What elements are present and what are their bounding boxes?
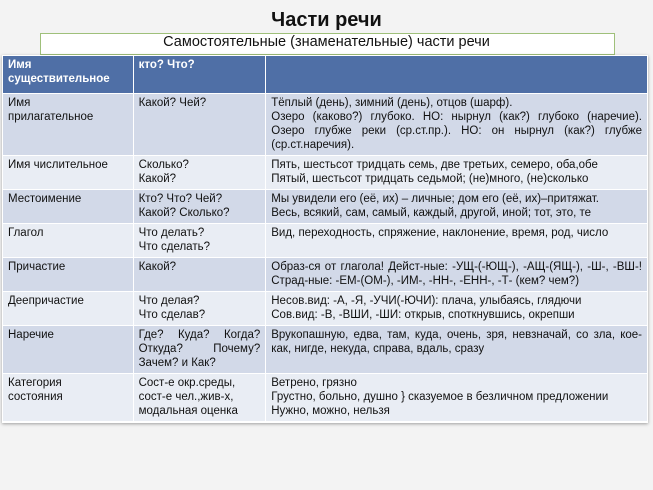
slide-title: Части речи xyxy=(271,9,382,31)
header-name-line: существительное xyxy=(8,73,110,85)
row-question-line: Что делать? xyxy=(138,227,205,239)
row-questions-cell xyxy=(133,190,266,224)
row-question-line: Кто? Что? Чей? xyxy=(138,193,223,205)
parts-of-speech-table xyxy=(2,55,648,423)
row-name-line: прилагательное xyxy=(8,111,94,123)
row-question-line: Сколько? xyxy=(138,159,189,171)
row-example-line: Вид, переходность, спряжение, наклонение, время, род, число xyxy=(271,227,609,239)
row-example-line: Врукопашную, едва, там, куда, очень, зря, невзначай, со зла, кое-как, нигде, некуда, справа, вдаль, сразу xyxy=(271,329,642,355)
row-example-line: Озеро (каково?) глубоко. НО: нырнул (как?) глубоко (наречие). Озеро глубже реки (ср.ст.пр.). НО: он нырнул (как?) глубже (ср.ст.наречия). xyxy=(271,111,642,151)
row-questions-cell xyxy=(133,326,266,374)
row-example-line: Несов.вид: -А, -Я, -УЧИ(-ЮЧИ): плача, улыбаясь, глядючи xyxy=(271,295,582,307)
row-name-cell xyxy=(3,94,133,156)
row-question-line: Какой? xyxy=(138,173,177,185)
row-name-line: Местоимение xyxy=(8,193,82,205)
table-row xyxy=(3,374,647,422)
row-name-line: Причастие xyxy=(8,261,66,273)
row-example-line: Тёплый (день), зимний (день), отцов (шарф). xyxy=(271,97,513,109)
row-example-line: Мы увидели его (её, их) – личные; дом его (её, их)–притяжат. xyxy=(271,193,599,205)
row-example-line: Пятый, шестьсот тридцать седьмой; (не)много, (не)сколько xyxy=(271,173,589,185)
row-examples-cell xyxy=(266,190,647,224)
row-questions-cell xyxy=(133,292,266,326)
row-questions-cell xyxy=(133,374,266,422)
table-row xyxy=(3,156,647,190)
row-examples-cell xyxy=(266,326,647,374)
row-questions-cell xyxy=(133,94,266,156)
row-name-cell xyxy=(3,258,133,292)
row-name-line: Деепричастие xyxy=(8,295,84,307)
row-question-line: Что сделав? xyxy=(138,309,206,321)
row-example-line: Образ-ся от глагола! Дейст-ные: -УЩ-(-ЮЩ-), -АЩ-(ЯЩ-), -Ш-, -ВШ-! Страд-ные: -ЕМ-(ОМ-), -ИМ-, -НН-, -ЕНН-, -Т- (кем? чем?) xyxy=(271,261,642,287)
row-question-line: Что сделать? xyxy=(138,241,210,253)
row-examples-cell xyxy=(266,94,647,156)
row-name-line: Имя числительное xyxy=(8,159,108,171)
row-question-line: Какой? Сколько? xyxy=(138,207,230,219)
header-cell-examples xyxy=(266,56,647,94)
row-name-cell xyxy=(3,156,133,190)
row-examples-cell xyxy=(266,258,647,292)
header-name-line: Имя xyxy=(8,59,32,71)
table-row xyxy=(3,258,647,292)
row-example-line: Нужно, можно, нельзя xyxy=(271,405,390,417)
table-row xyxy=(3,326,647,374)
row-example-line: Пять, шестьсот тридцать семь, две третьих, семеро, оба,обе xyxy=(271,159,598,171)
row-name-cell xyxy=(3,190,133,224)
row-name-line: Категория xyxy=(8,377,62,389)
row-name-line: Имя xyxy=(8,97,31,109)
slide-subtitle: Самостоятельные (знаменательные) части речи xyxy=(163,34,490,50)
row-example-line: Весь, всякий, сам, самый, каждый, другой, иной; тот, это, те xyxy=(271,207,592,219)
row-name-cell xyxy=(3,374,133,422)
row-name-cell xyxy=(3,326,133,374)
table xyxy=(3,56,647,422)
header-cell-name xyxy=(3,56,133,94)
table-row xyxy=(3,94,647,156)
row-examples-cell xyxy=(266,374,647,422)
row-question-line: сост-е чел.,жив-х, xyxy=(138,391,234,403)
table-row xyxy=(3,190,647,224)
row-example-line: Грустно, больно, душно } сказуемое в безличном предложении xyxy=(271,391,609,403)
row-name-cell xyxy=(3,292,133,326)
row-questions-cell xyxy=(133,156,266,190)
row-question-line: модальная оценка xyxy=(138,405,238,417)
row-name-cell xyxy=(3,224,133,258)
table-header-row xyxy=(3,56,647,94)
row-name-line: состояния xyxy=(8,391,63,403)
row-examples-cell xyxy=(266,156,647,190)
table-row xyxy=(3,292,647,326)
row-question-line: Какой? xyxy=(138,261,177,273)
row-question-line: Что делая? xyxy=(138,295,200,307)
row-name-line: Наречие xyxy=(8,329,54,341)
row-questions-cell xyxy=(133,224,266,258)
header-questions-text: кто? Что? xyxy=(138,59,195,71)
row-examples-cell xyxy=(266,292,647,326)
row-questions-cell xyxy=(133,258,266,292)
header-cell-questions xyxy=(133,56,266,94)
row-examples-cell xyxy=(266,224,647,258)
row-example-line: Ветрено, грязно xyxy=(271,377,357,389)
row-name-line: Глагол xyxy=(8,227,44,239)
row-question-line: Сост-е окр.среды, xyxy=(138,377,236,389)
row-question-line: Где? Куда? Когда? Откуда? Почему? Зачем? и Как? xyxy=(138,329,261,369)
row-example-line: Сов.вид: -В, -ВШИ, -ШИ: открыв, споткнувшись, окрепши xyxy=(271,309,575,321)
table-row xyxy=(3,224,647,258)
row-question-line: Какой? Чей? xyxy=(138,97,207,109)
